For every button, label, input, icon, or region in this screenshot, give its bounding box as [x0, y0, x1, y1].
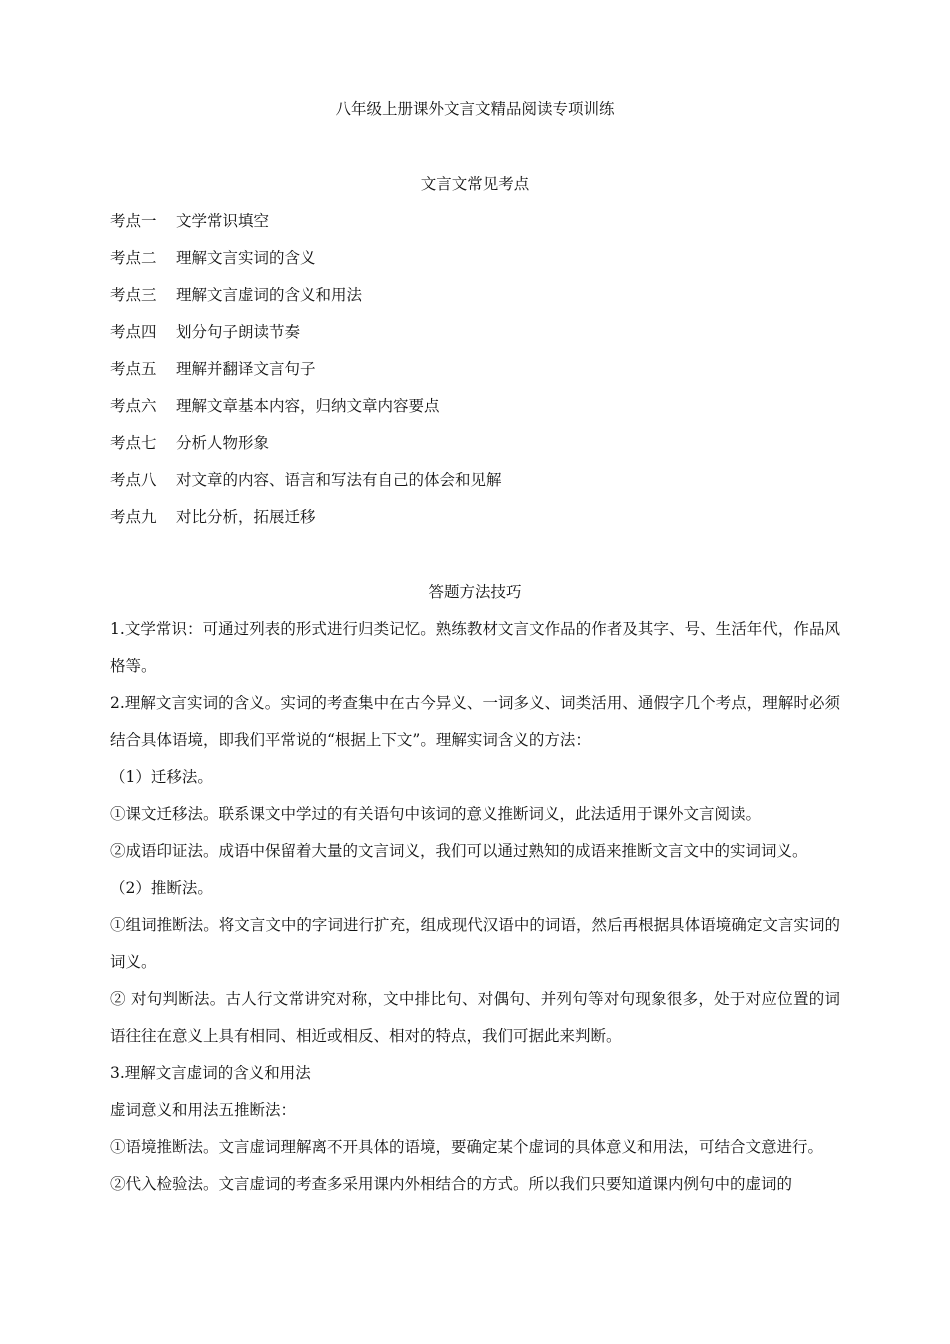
exam-point-item	[110, 462, 840, 499]
document-title: 八年级上册课外文言文精品阅读专项训练	[335, 100, 615, 118]
paragraph: （1）迁移法。	[110, 768, 213, 786]
exam-point-number: 考点五	[110, 360, 157, 378]
exam-point-number: 考点四	[110, 323, 157, 341]
section-title-answer-tips: 答题方法技巧	[428, 583, 522, 601]
answer-tips-body	[110, 611, 840, 1203]
exam-point-number: 考点三	[110, 286, 157, 304]
paragraph: ②成语印证法。成语中保留着大量的文言词义，我们可以通过熟知的成语来推断文言文中的实词词义。	[110, 842, 808, 860]
paragraph: （2）推断法。	[110, 879, 213, 897]
exam-point-item	[110, 277, 840, 314]
paragraph: ①语境推断法。文言虚词理解离不开具体的语境，要确定某个虚词的具体意义和用法，可结合文意进行。	[110, 1138, 824, 1156]
section-title-exam-points: 文言文常见考点	[420, 175, 530, 193]
exam-point-text: 文学常识填空	[176, 212, 270, 230]
exam-point-text: 理解文章基本内容，归纳文章内容要点	[176, 397, 440, 415]
exam-point-item	[110, 351, 840, 388]
exam-point-text: 理解并翻译文言句子	[176, 360, 316, 378]
paragraph: ② 对句判断法。古人行文常讲究对称，文中排比句、对偶句、并列句等对句现象很多，处于对应位置的词语往往在意义上具有相同、相近或相反、相对的特点，我们可据此来判断。	[110, 990, 840, 1045]
paragraph: 虚词意义和用法五推断法：	[110, 1101, 297, 1119]
exam-point-text: 划分句子朗读节奏	[176, 323, 301, 341]
exam-point-number: 考点九	[110, 508, 157, 526]
paragraph: 1.文学常识：可通过列表的形式进行归类记忆。熟练教材文言文作品的作者及其字、号、生活年代，作品风格等。	[110, 620, 840, 675]
paragraph: 2.理解文言实词的含义。实词的考查集中在古今异义、一词多义、词类活用、通假字几个考点，理解时必须结合具体语境，即我们平常说的“根据上下文”。理解实词含义的方法：	[110, 694, 840, 749]
paragraph: 3.理解文言虚词的含义和用法	[110, 1064, 311, 1082]
exam-point-item	[110, 425, 840, 462]
exam-point-number: 考点一	[110, 212, 157, 230]
exam-point-text: 对比分析，拓展迁移	[176, 508, 316, 526]
exam-point-number: 考点七	[110, 434, 157, 452]
exam-point-number: 考点六	[110, 397, 157, 415]
exam-point-number: 考点八	[110, 471, 157, 489]
exam-point-text: 理解文言虚词的含义和用法	[176, 286, 363, 304]
exam-point-item	[110, 499, 840, 536]
exam-point-item	[110, 203, 840, 240]
paragraph: ①课文迁移法。联系课文中学过的有关语句中该词的意义推断词义，此法适用于课外文言阅读。	[110, 805, 762, 823]
paragraph: ②代入检验法。文言虚词的考查多采用课内外相结合的方式。所以我们只要知道课内例句中的虚词的	[110, 1175, 793, 1193]
exam-point-text: 理解文言实词的含义	[176, 249, 316, 267]
exam-point-number: 考点二	[110, 249, 157, 267]
exam-point-text: 对文章的内容、语言和写法有自己的体会和见解	[176, 471, 502, 489]
exam-point-item	[110, 240, 840, 277]
exam-point-text: 分析人物形象	[176, 434, 270, 452]
paragraph: ①组词推断法。将文言文中的字词进行扩充，组成现代汉语中的词语，然后再根据具体语境确定文言实词的词义。	[110, 916, 840, 971]
exam-points-list	[110, 203, 840, 536]
exam-point-item	[110, 388, 840, 425]
exam-point-item	[110, 314, 840, 351]
